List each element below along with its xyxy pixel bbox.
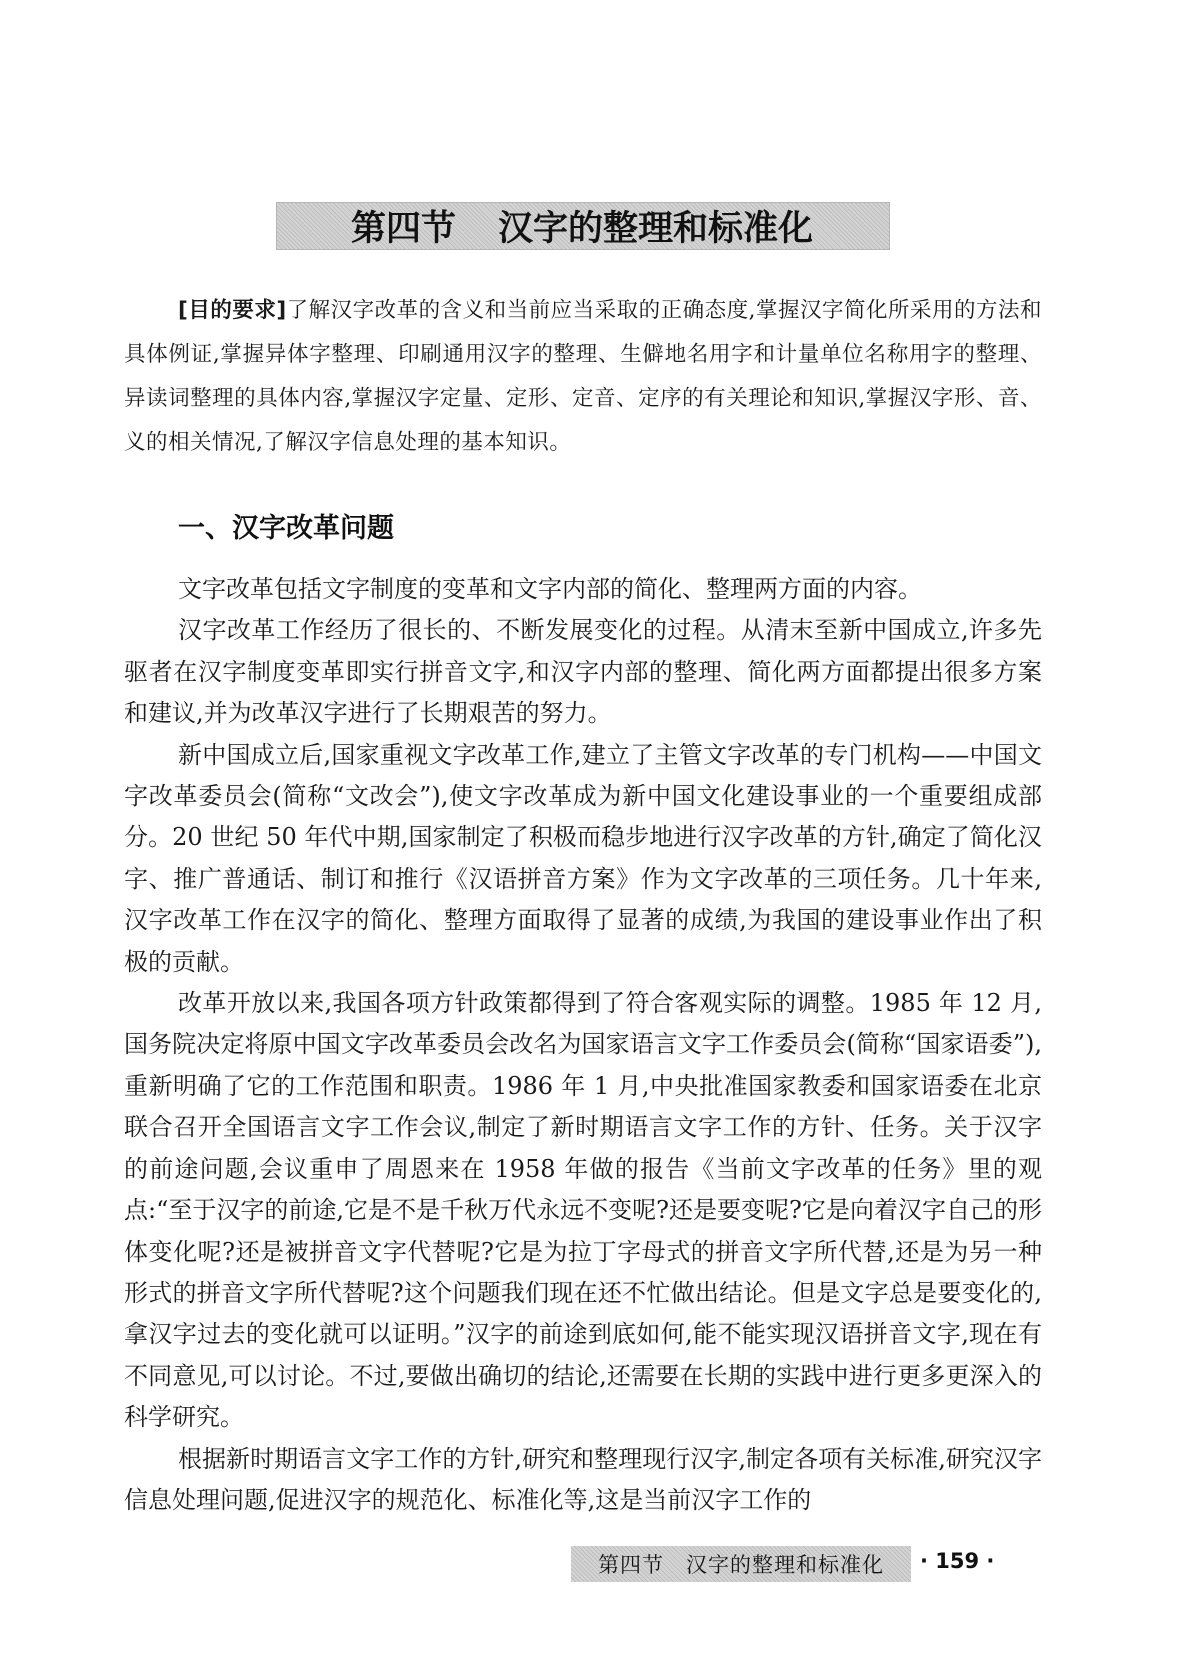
section-number: 第四节 xyxy=(350,209,456,249)
objective-paragraph xyxy=(124,289,1042,465)
running-footer: 第四节 汉字的整理和标准化 xyxy=(571,1546,911,1582)
paragraph: 新中国成立后,国家重视文字改革工作,建立了主管文字改革的专门机构——中国文字改革委员会(简称“文改会”),使文字改革成为新中国文化建设事业的一个重要组成部分。20 世纪 50 年代中期,国家制定了积极而稳步地进行汉字改革的方针,确定了简化汉字、推广普通话、制订和推行《汉语拼音方案》作为文字改革的三项任务。几十年来,汉字改革工作在汉字的简化、整理方面取得了显著的成绩,为我国的建设事业作出了积极的贡献。 xyxy=(124,740,1042,976)
subsection-heading: 一、汉字改革问题 xyxy=(178,513,394,544)
paragraph: 汉字改革工作经历了很长的、不断发展变化的过程。从清末至新中国成立,许多先驱者在汉字制度变革即实行拼音文字,和汉字内部的整理、简化两方面都提出很多方案和建议,并为改革汉字进行了长期艰苦的努力。 xyxy=(124,616,1042,728)
body-text xyxy=(124,569,1042,1521)
paragraph: 文字改革包括文字制度的变革和文字内部的简化、整理两方面的内容。 xyxy=(178,575,922,603)
section-title-text: 汉字的整理和标准化 xyxy=(498,209,814,249)
paragraph: 根据新时期语言文字工作的方针,研究和整理现行汉字,制定各项有关标准,研究汉字信息处理问题,促进汉字的规范化、标准化等,这是当前汉字工作的 xyxy=(124,1444,1042,1514)
objective-label: [目的要求] xyxy=(178,298,287,323)
page-number: · 159 · xyxy=(920,1549,995,1573)
paragraph: 改革开放以来,我国各项方针政策都得到了符合客观实际的调整。1985 年 12 月,国务院决定将原中国文字改革委员会改名为国家语言文字工作委员会(简称“国家语委”),重新明确了它的工作范围和职责。1986 年 1 月,中央批准国家教委和国家语委在北京联合召开全国语言文字工作会议,制定了新时期语言文字工作的方针、任务。关于汉字的前途问题,会议重申了周恩来在 1958 年做的报告《当前文字改革的任务》里的观点:“至于汉字的前途,它是不是千秋万代永远不变呢?还是要变呢?它是向着汉字自己的形体变化呢?还是被拼音文字代替呢?它是为拉丁字母式的拼音文字所代替,还是为另一种形式的拼音文字所代替呢?这个问题我们现在还不忙做出结论。但是文字总是要变化的,拿汉字过去的变化就可以证明。”汉字的前途到底如何,能不能实现汉语拼音文字,现在有不同意见,可以讨论。不过,要做出确切的结论,还需要在长期的实践中进行更多更深入的科学研究。 xyxy=(124,989,1042,1432)
objective-text: 了解汉字改革的含义和当前应当采取的正确态度,掌握汉字简化所采用的方法和具体例证,掌握异体字整理、印刷通用汉字的整理、生僻地名用字和计量单位名称用字的整理、异读词整理的具体内容,掌握汉字定量、定形、定音、定序的有关理论和知识,掌握汉字形、音、义的相关情况,了解汉字信息处理的基本知识。 xyxy=(124,298,1042,455)
section-title xyxy=(276,205,888,247)
